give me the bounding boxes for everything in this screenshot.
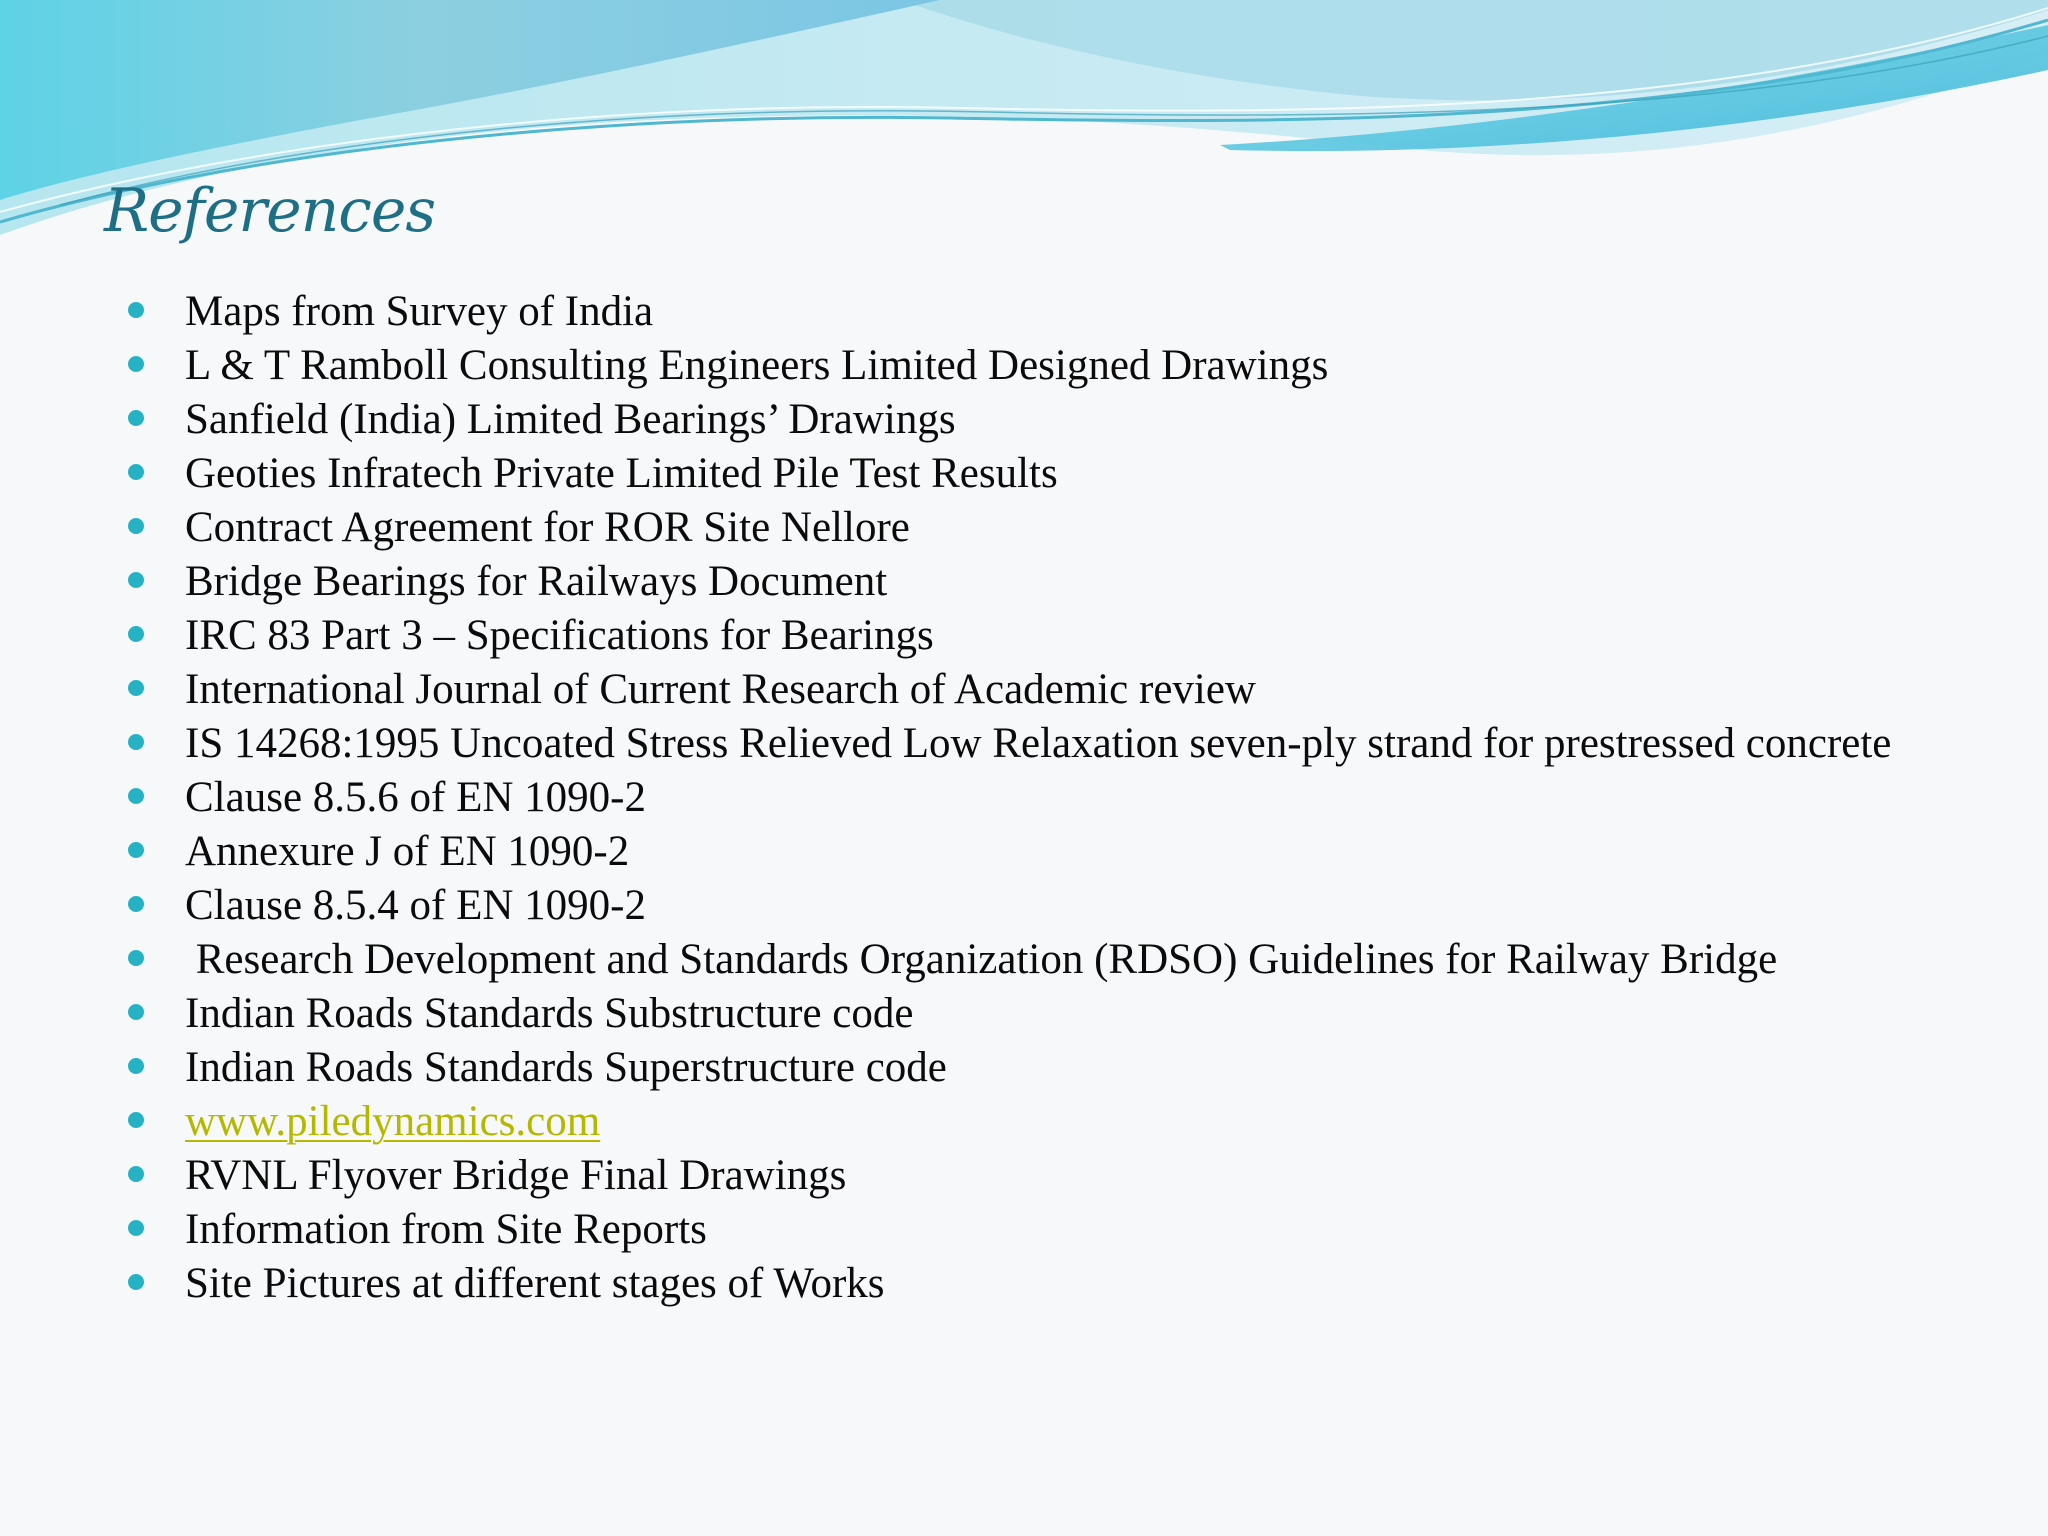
reference-item (122, 992, 1922, 1035)
reference-text: Information from Site Reports (185, 1206, 707, 1253)
reference-item (122, 452, 1922, 495)
reference-text: Annexure J of EN 1090-2 (185, 828, 630, 875)
bullet-icon (128, 1112, 144, 1128)
reference-text: Maps from Survey of India (185, 288, 654, 335)
reference-text: Indian Roads Standards Superstructure code (185, 1044, 947, 1091)
reference-text: Research Development and Standards Organization (RDSO) Guidelines for Railway Bridge (185, 936, 1778, 983)
reference-text: Geoties Infratech Private Limited Pile Test Results (185, 450, 1058, 497)
bullet-icon (128, 950, 144, 966)
reference-text: Bridge Bearings for Railways Document (185, 558, 888, 605)
reference-text: RVNL Flyover Bridge Final Drawings (185, 1152, 847, 1199)
bullet-icon (128, 842, 144, 858)
references-list (122, 290, 1922, 1316)
reference-text: Site Pictures at different stages of Works (185, 1260, 885, 1307)
bullet-icon (128, 518, 144, 534)
bullet-icon (128, 1166, 144, 1182)
reference-text: Clause 8.5.6 of EN 1090-2 (185, 774, 646, 821)
reference-item (122, 560, 1922, 603)
reference-item (122, 938, 1922, 981)
reference-item (122, 344, 1922, 387)
reference-item (122, 1154, 1922, 1197)
reference-item (122, 1208, 1922, 1251)
bullet-icon (128, 302, 144, 318)
bullet-icon (128, 464, 144, 480)
bullet-icon (128, 626, 144, 642)
bullet-icon (128, 572, 144, 588)
reference-item (122, 398, 1922, 441)
reference-item (122, 830, 1922, 873)
bullet-icon (128, 734, 144, 750)
reference-text: International Journal of Current Research of Academic review (185, 666, 1256, 713)
bullet-icon (128, 410, 144, 426)
bullet-icon (128, 788, 144, 804)
reference-text: Clause 8.5.4 of EN 1090-2 (185, 882, 646, 929)
reference-item[interactable] (122, 1100, 1922, 1143)
reference-item (122, 614, 1922, 657)
reference-text: Sanfield (India) Limited Bearings’ Drawings (185, 396, 956, 443)
page-title: References (104, 176, 436, 246)
reference-text: L & T Ramboll Consulting Engineers Limited Designed Drawings (185, 342, 1329, 389)
reference-item (122, 1262, 1922, 1305)
bullet-icon (128, 680, 144, 696)
reference-text: Contract Agreement for ROR Site Nellore (185, 504, 910, 551)
reference-text: Indian Roads Standards Substructure code (185, 990, 914, 1037)
reference-item (122, 1046, 1922, 1089)
reference-item (122, 290, 1922, 333)
reference-text: IS 14268:1995 Uncoated Stress Relieved Low Relaxation seven-ply strand for prestressed concrete (185, 720, 1892, 767)
bullet-icon (128, 896, 144, 912)
bullet-icon (128, 356, 144, 372)
reference-text: IRC 83 Part 3 – Specifications for Bearings (185, 612, 934, 659)
bullet-icon (128, 1058, 144, 1074)
reference-item (122, 884, 1922, 927)
reference-link[interactable]: www.piledynamics.com (185, 1098, 601, 1145)
bullet-icon (128, 1220, 144, 1236)
bullet-icon (128, 1274, 144, 1290)
reference-item (122, 722, 1922, 765)
reference-item (122, 668, 1922, 711)
reference-item (122, 776, 1922, 819)
reference-item (122, 506, 1922, 549)
bullet-icon (128, 1004, 144, 1020)
